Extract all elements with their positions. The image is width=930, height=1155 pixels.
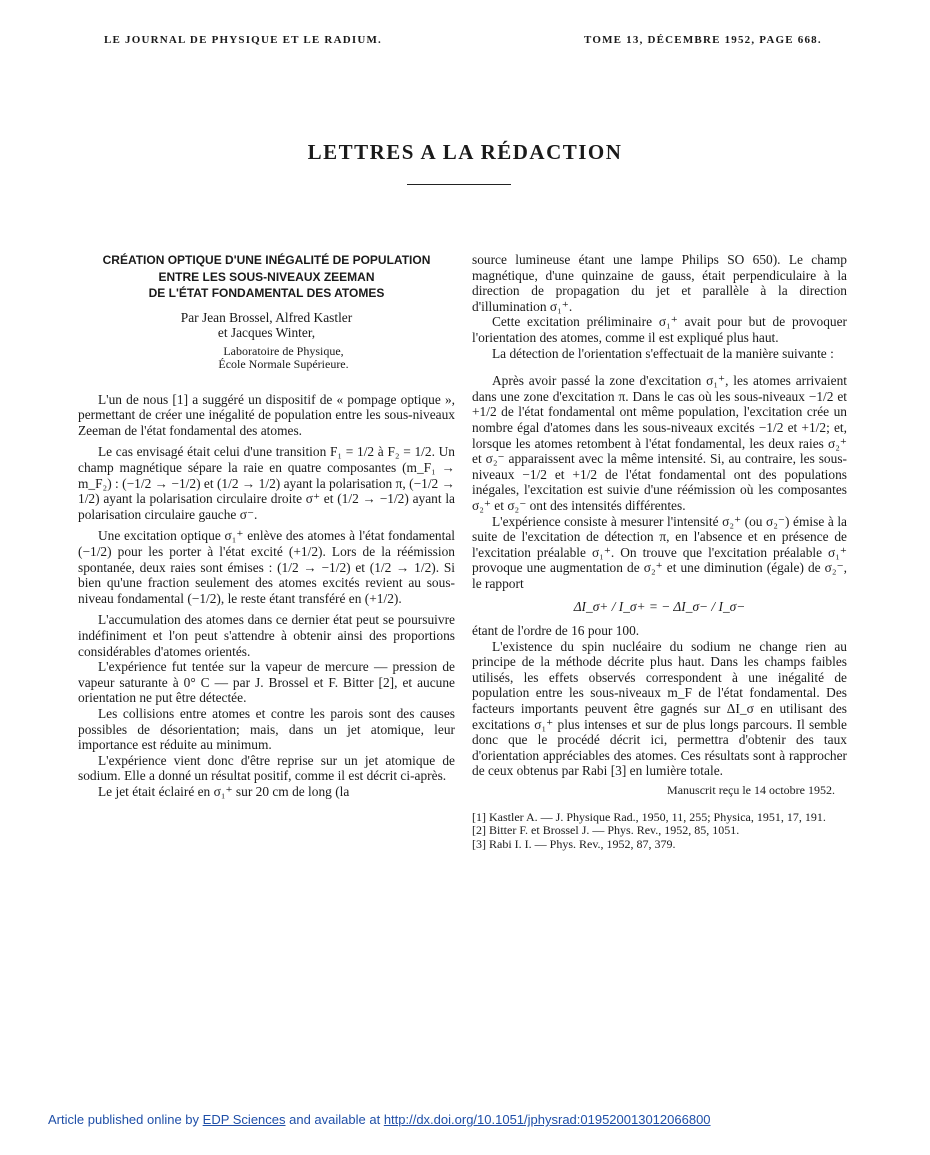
footer-notice	[48, 1112, 711, 1127]
paragraph: étant de l'ordre de 16 pour 100.	[472, 623, 640, 639]
paragraph: L'expérience vient donc d'être reprise sur un jet atomique de sodium. Elle a donné un résultat positif, comme il est décrit ci-après.	[78, 752, 455, 784]
article-title-line3: DE L'ÉTAT FONDAMENTAL DES ATOMES	[148, 286, 385, 300]
paragraph: Cette excitation préliminaire σ₁⁺ avait pour but de provoquer l'orientation des atomes, comme il est expliqué plus haut.	[472, 314, 847, 345]
title-rule	[407, 184, 511, 185]
footer-middle: and available at	[285, 1112, 384, 1127]
paragraph: Une excitation optique σ₁⁺ enlève des atomes à l'état fondamental (−1/2) pour les porter à l'état excité (+1/2). Lors de la réémission spontanée, deux raies sont émises : (1/2 → −1/2) et (1/2 → 1/2). Si bien qu'une fraction seulement des atomes excités revient au sous-niveau fondamental (−1/2), le reste étant transféré en (+1/2).	[78, 528, 455, 606]
paragraph: L'expérience fut tentée sur la vapeur de mercure — pression de vapeur saturante à 0° C — par J. Brossel et F. Bitter [2], et aucune orientation ne put être détectée.	[78, 659, 455, 706]
right-column	[472, 252, 847, 851]
ratio-equation: ΔI_σ+ / I_σ+ = − ΔI_σ− / I_σ−	[573, 599, 746, 615]
reference-item: [3] Rabi I. I. — Phys. Rev., 1952, 87, 379.	[472, 836, 676, 851]
paragraph: source lumineuse étant une lampe Philips SO 650). Le champ magnétique, d'une quinzaine de gauss, était perpendiculaire à la direction de propagation du jet et parallèle à la direction d'illumination σ₁⁺.	[472, 252, 847, 314]
paragraph: Le cas envisagé était celui d'une transition F₁ = 1/2 à F₂ = 1/2. Un champ magnétique sépare la raie en quatre composantes (m_F₁ → m_F₂) : (−1/2 → −1/2) et (1/2 → 1/2) ayant la polarisation π, (−1/2 → 1/2) ayant la polarisation circulaire droite σ⁺ et (1/2 → −1/2) ayant la polarisation circulaire gauche σ⁻.	[78, 444, 455, 522]
paragraph: L'existence du spin nucléaire du sodium ne change rien au principe de la méthode décrite plus haut. Dans les champs faibles utilisés, les effets observés correspondent à une inégalité de population entre les sous-niveaux m_F de l'état fondamental. Des facteurs importants peuvent être gagnés sur ΔI_σ en utilisant des excitations σ₁⁺ plus intenses et sur de plus longs parcours. Il semble donc que le procédé décrit ici, permettra d'obtenir des taux d'orientation appréciables des atomes. Ces résultats sont à rapprocher de ceux obtenus par Rabi [3] en lumière totale.	[472, 638, 847, 779]
affiliation-line2: École Normale Supérieure.	[218, 357, 349, 372]
paragraph: L'accumulation des atomes dans ce dernier état peut se poursuivre indéfiniment et l'on peut s'attendre à obtenir ainsi des proportions considérables d'atomes orientés.	[78, 612, 455, 659]
paragraph: L'un de nous [1] a suggéré un dispositif de « pompage optique », permettant de créer une inégalité de population entre les sous-niveaux Zeeman de l'état fondamental des atomes.	[78, 391, 455, 438]
paragraph: L'expérience consiste à mesurer l'intensité σ₂⁺ (ou σ₂⁻) émise à la suite de l'excitation de détection π, en l'absence et en présence de l'excitation préalable σ₁⁺. On trouve que l'excitation préalable σ₁⁺ provoque une augmentation de σ₂⁺ et une diminution (égale) de σ₂⁻, le rapport	[472, 513, 847, 591]
paragraph: Après avoir passé la zone d'excitation σ₁⁺, les atomes arrivaient dans une zone d'excitation π. Dans le cas où les sous-niveaux −1/2 et +1/2 de l'état fondamental ont même population, l'excitation crée un nombre égal d'atomes dans les sous-niveaux excités −1/2 et +1/2; et, lorsque les atomes retombent à l'état fondamental, les deux raies σ₂⁺ et σ₂⁻ apparaissent avec la même intensité. Si, au contraire, les sous-niveaux −1/2 et +1/2 de l'état fondamental ont des populations inégales, l'excitation est suivie d'une réémission où les composantes σ₂⁺ et σ₂⁻ ont des intensités différentes.	[472, 373, 847, 513]
left-column	[78, 252, 455, 800]
paragraph: La détection de l'orientation s'effectuait de la manière suivante :	[492, 345, 834, 361]
reference-item: [2] Bitter F. et Brossel J. — Phys. Rev., 1952, 85, 1051.	[472, 823, 740, 838]
journal-header: LE JOURNAL DE PHYSIQUE ET LE RADIUM.	[104, 34, 383, 46]
article-title-line2: ENTRE LES SOUS-NIVEAUX ZEEMAN	[158, 269, 375, 284]
authors-line1: Par Jean Brossel, Alfred Kastler	[180, 309, 353, 325]
paragraph: Le jet était éclairé en σ₁⁺ sur 20 cm de long (la	[98, 783, 350, 799]
authors-line2: et Jacques Winter,	[217, 325, 316, 341]
doi-link[interactable]: http://dx.doi.org/10.1051/jphysrad:019520013012066800	[383, 1112, 711, 1127]
footer-prefix: Article published online by	[48, 1112, 203, 1127]
article-title-line1: CRÉATION OPTIQUE D'UNE INÉGALITÉ DE POPULATION	[102, 253, 431, 267]
received-date: Manuscrit reçu le 14 octobre 1952.	[667, 783, 835, 797]
reference-item: [1] Kastler A. — J. Physique Rad., 1950, 11, 255; Physica, 1951, 17, 191.	[472, 809, 826, 824]
issue-header: TOME 13, DÉCEMBRE 1952, PAGE 668.	[584, 34, 822, 46]
publisher-link[interactable]: EDP Sciences	[202, 1112, 286, 1127]
affiliation-line1: Laboratoire de Physique,	[223, 343, 344, 358]
paragraph: Les collisions entre atomes et contre les parois sont des causes possibles de désorientation; mais, dans un jet atomique, leur importance est réduite au minimum.	[78, 705, 455, 753]
section-title: LETTRES A LA RÉDACTION	[307, 140, 623, 164]
